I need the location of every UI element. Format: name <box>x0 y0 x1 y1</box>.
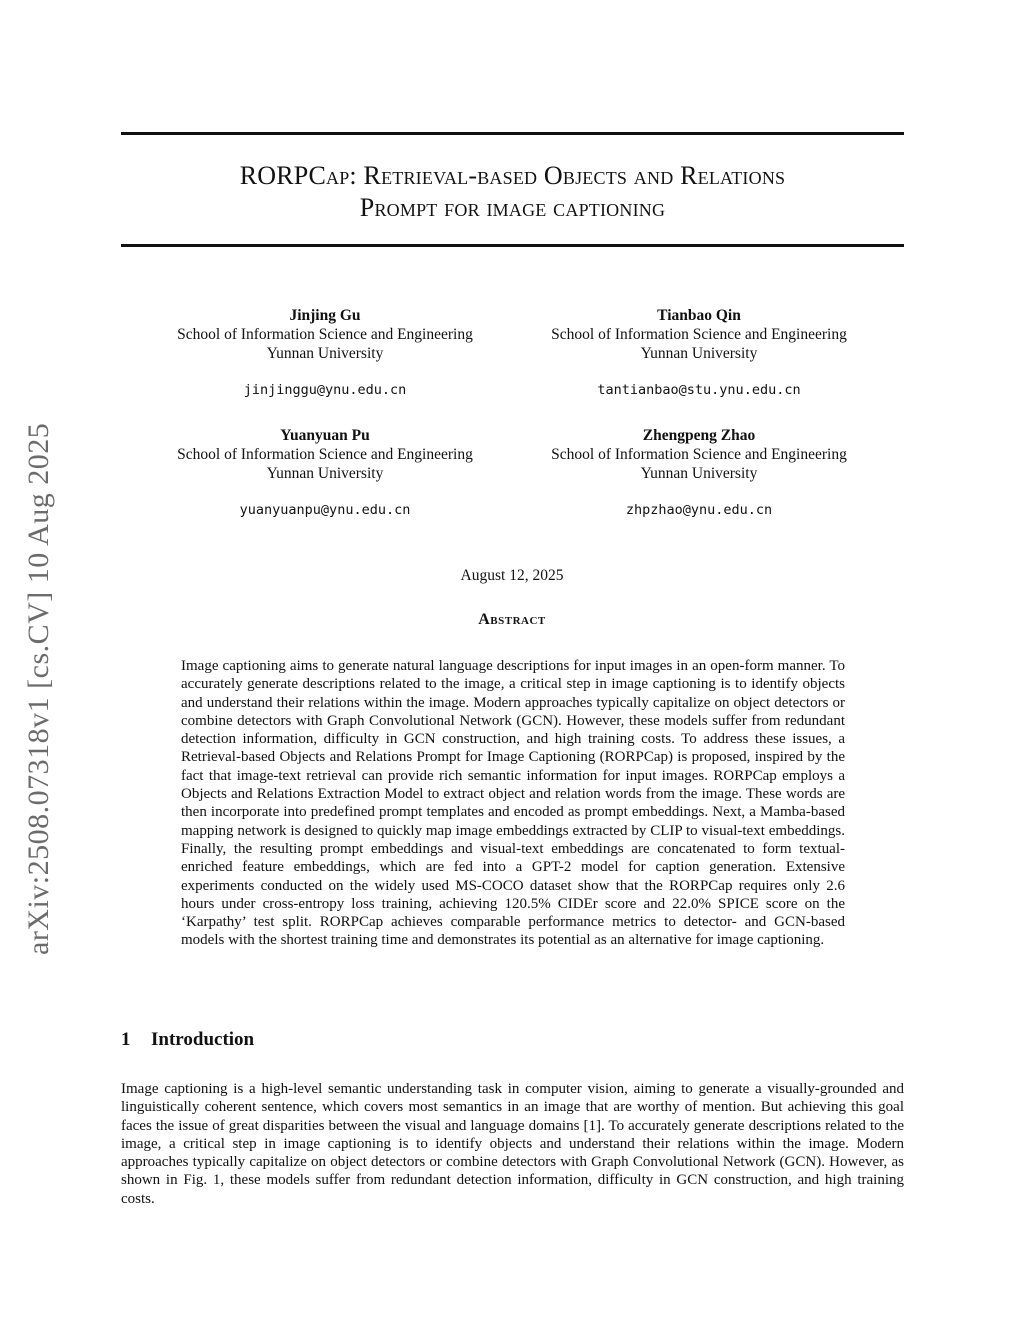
author-name: Zhengpeng Zhao <box>642 427 756 444</box>
paper-date: August 12, 2025 <box>460 567 564 584</box>
title-line-2: Prompt for image captioning <box>359 193 666 222</box>
author-affiliation: School of Information Science and Engineering <box>551 326 847 343</box>
author-block <box>499 306 899 400</box>
section-heading <box>121 1029 254 1051</box>
arxiv-stamp: arXiv:2508.07318v1 [cs.CV] 10 Aug 2025 <box>22 422 55 955</box>
author-affiliation: School of Information Science and Engineering <box>177 446 473 463</box>
author-email[interactable]: zhpzhao@ynu.edu.cn <box>625 502 773 518</box>
title-bottom-rule <box>121 244 904 247</box>
author-university: Yunnan University <box>640 345 758 362</box>
author-affiliation: School of Information Science and Engineering <box>177 326 473 343</box>
author-university: Yunnan University <box>266 345 384 362</box>
author-name: Tianbao Qin <box>657 307 741 324</box>
author-university: Yunnan University <box>640 465 758 482</box>
author-block <box>499 426 899 520</box>
title-top-rule <box>121 132 904 135</box>
author-name: Jinjing Gu <box>289 307 361 324</box>
section-number: 1 <box>121 1029 131 1050</box>
abstract-heading: Abstract <box>478 611 546 628</box>
introduction-text: Image captioning is a high-level semantic understanding task in computer vision, aiming to generate a visually-grounded and linguistically coherent sentence, which covers most semantics in an image that are worthy of mention. But achieving this goal faces the issue of great disparities between the visual and language domains [1]. To accurately generate descriptions related to the image, a critical step in image captioning is to identify objects and understand their relations within the image. Modern approaches typically capitalize on object detectors or combine detectors with Graph Convolutional Network (GCN). However, as shown in Fig. 1, these models suffer from redundant detection information, difficulty in GCN construction, and high training costs. <box>121 1081 904 1207</box>
paper-title <box>121 160 904 224</box>
author-email[interactable]: jinjinggu@ynu.edu.cn <box>243 382 407 398</box>
author-affiliation: School of Information Science and Engineering <box>551 446 847 463</box>
author-university: Yunnan University <box>266 465 384 482</box>
author-email[interactable]: yuanyuanpu@ynu.edu.cn <box>239 502 411 518</box>
section-title: Introduction <box>151 1029 255 1050</box>
author-block <box>125 306 525 400</box>
abstract-text: Image captioning aims to generate natural language descriptions for input images in an open-form manner. To accurately generate descriptions related to the image, a critical step in image captioning is to identify objects and understand their relations within the image. Modern approaches typically capitalize on object detectors or combine detectors with Graph Convolutional Network (GCN). However, these models suffer from redundant detection information, difficulty in GCN construction, and high training costs. To address these issues, a Retrieval-based Objects and Relations Prompt for Image Captioning (RORPCap) is proposed, inspired by the fact that image-text retrieval can provide rich semantic information for input images. RORPCap employs a Objects and Relations Extraction Model to extract object and relation words from the image. These words are then incorporate into predefined prompt templates and encoded as prompt embeddings. Next, a Mamba-based mapping network is designed to quickly map image embeddings extracted by CLIP to visual-text embeddings. Finally, the resulting prompt embeddings and visual-text embeddings are concatenated to form textual-enriched feature embeddings, which are fed into a GPT-2 model for caption generation. Extensive experiments conducted on the widely used MS-COCO dataset show that the RORPCap requires only 2.6 hours under cross-entropy loss training, achieving 120.5% CIDEr score and 22.0% SPICE score on the ‘Karpathy’ test split. RORPCap achieves comparable performance metrics to detector- and GCN-based models with the shortest training time and demonstrates its potential as an alternative for image captioning. <box>181 658 845 949</box>
author-block <box>125 426 525 520</box>
author-email[interactable]: tantianbao@stu.ynu.edu.cn <box>597 382 801 398</box>
author-name: Yuanyuan Pu <box>280 427 370 444</box>
title-line-1: RORPCap: Retrieval-based Objects and Relations <box>239 161 786 190</box>
